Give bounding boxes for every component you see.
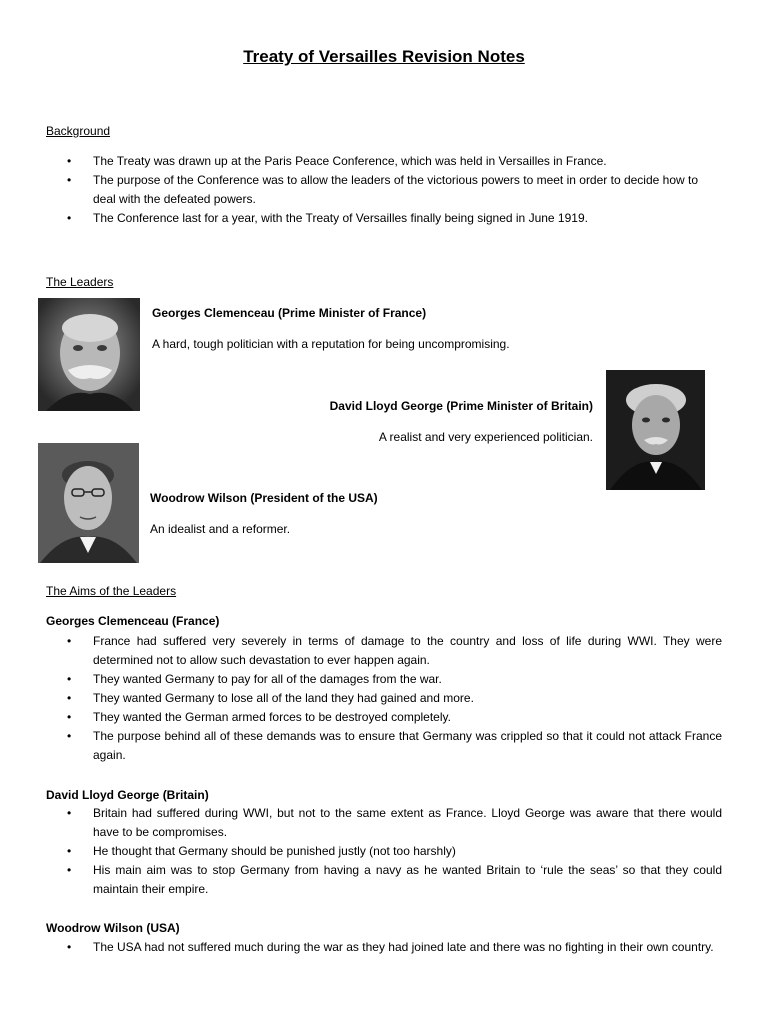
aims-heading: The Aims of the Leaders <box>46 584 177 598</box>
background-list <box>46 152 722 228</box>
leaders-heading: The Leaders <box>46 275 114 289</box>
aims-lloyd-george-name: David Lloyd George (Britain) <box>46 788 209 802</box>
clemenceau-description: A hard, tough politician with a reputation for being uncompromising. <box>152 337 510 351</box>
wilson-name: Woodrow Wilson (President of the USA) <box>150 491 378 505</box>
lloyd-george-description: A realist and very experienced politician. <box>378 430 593 444</box>
list-item: • They wanted the German armed forces to be destroyed completely. <box>46 708 722 727</box>
list-item: • The Conference last for a year, with the Treaty of Versailles finally being signed in June 1919. <box>46 209 722 228</box>
clemenceau-portrait <box>38 298 140 411</box>
aims-clemenceau-list <box>46 632 722 765</box>
aims-wilson-name: Woodrow Wilson (USA) <box>46 921 180 935</box>
background-heading: Background <box>46 124 111 138</box>
aims-clemenceau-name: Georges Clemenceau (France) <box>46 614 220 628</box>
list-item: • The USA had not suffered much during the war as they had joined late and there was no fighting in their own country. <box>46 938 722 957</box>
list-item: • He thought that Germany should be punished justly (not too harshly) <box>46 842 722 861</box>
clemenceau-name: Georges Clemenceau (Prime Minister of France) <box>152 306 427 320</box>
list-item: • Britain had suffered during WWI, but not to the same extent as France. Lloyd George was aware that there would have to be compromises. <box>46 804 722 842</box>
list-item: • They wanted Germany to pay for all of the damages from the war. <box>46 670 722 689</box>
aims-wilson-list <box>46 938 722 957</box>
lloyd-george-name: David Lloyd George (Prime Minister of Britain) <box>329 399 593 413</box>
page-title: Treaty of Versailles Revision Notes <box>243 47 525 66</box>
list-item: • The Treaty was drawn up at the Paris Peace Conference, which was held in Versailles in France. <box>46 152 722 171</box>
lloyd-george-portrait <box>606 370 705 490</box>
wilson-description: An idealist and a reformer. <box>150 522 291 536</box>
list-item: • The purpose of the Conference was to allow the leaders of the victorious powers to meet in order to decide how to deal with the defeated powers. <box>46 171 722 209</box>
aims-lloyd-george-list <box>46 804 722 899</box>
list-item: • His main aim was to stop Germany from having a navy as he wanted Britain to ‘rule the seas’ so that they could maintain their empire. <box>46 861 722 899</box>
list-item: • The purpose behind all of these demands was to ensure that Germany was crippled so that it could not attack France again. <box>46 727 722 765</box>
list-item: • They wanted Germany to lose all of the land they had gained and more. <box>46 689 722 708</box>
list-item: • France had suffered very severely in terms of damage to the country and loss of life during WWI. They were determined not to allow such devastation to ever happen again. <box>46 632 722 670</box>
wilson-portrait <box>38 443 139 563</box>
